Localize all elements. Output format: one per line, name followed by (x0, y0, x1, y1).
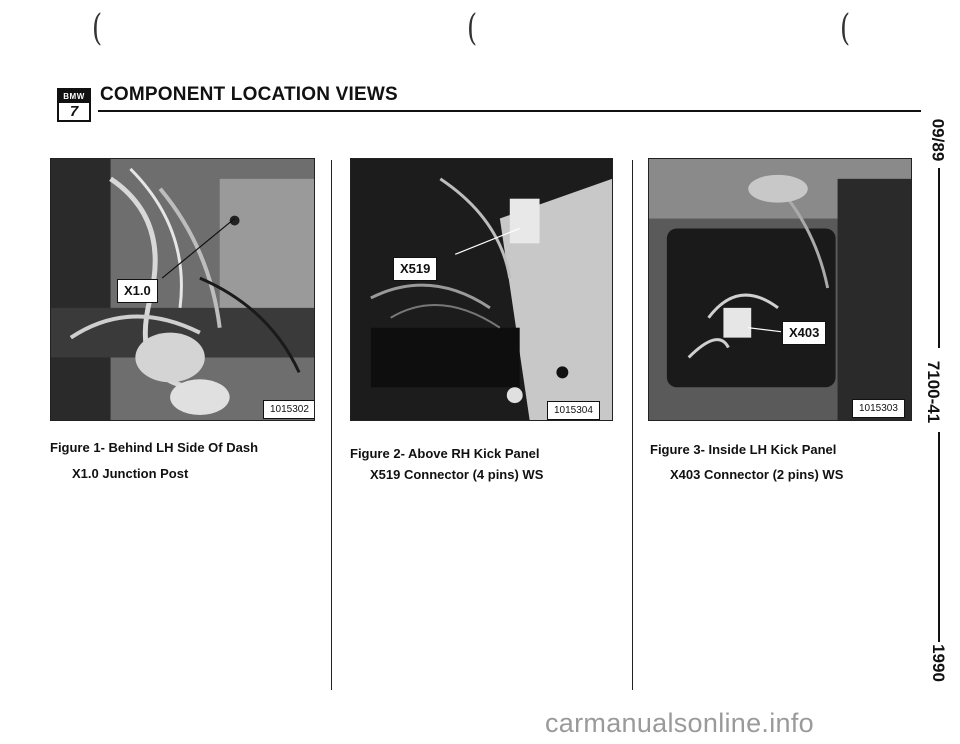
callout-label: X403 (782, 321, 826, 345)
title-rule (98, 110, 921, 112)
figure-3-photo-image (649, 159, 911, 420)
binder-hole-mark: ( (467, 8, 478, 50)
figure-2-photo-image (351, 159, 612, 420)
figure-1-item: X1.0 Junction Post (72, 466, 189, 481)
side-strip (918, 110, 958, 700)
bmw-7-logo (57, 88, 91, 122)
figure-2-photo (350, 158, 613, 421)
figure-3-photo (648, 158, 912, 421)
column-divider (331, 160, 332, 690)
callout-label: X519 (393, 257, 437, 281)
page-title: COMPONENT LOCATION VIEWS (100, 84, 398, 105)
column-divider (632, 160, 633, 690)
side-line (938, 432, 940, 642)
figure-3-item: X403 Connector (2 pins) WS (670, 467, 844, 482)
figure-1-photo-image (51, 159, 314, 420)
watermark: carmanualsonline.info (545, 708, 814, 738)
photo-number: 1015302 (263, 400, 315, 419)
photo-number: 1015304 (547, 401, 600, 420)
figure-1-photo (50, 158, 315, 421)
logo-model: 7 (69, 103, 79, 120)
side-date: 09/89 (928, 118, 948, 162)
side-line (938, 168, 940, 348)
figure-2-caption: Figure 2- Above RH Kick Panel (350, 446, 540, 461)
binder-hole-mark: ( (840, 8, 851, 50)
side-year: 1990 (928, 644, 948, 682)
figure-2-item: X519 Connector (4 pins) WS (370, 467, 544, 482)
logo-brand: BMW (59, 90, 89, 103)
side-page-number: 7100-41 (924, 360, 944, 424)
figure-1-caption: Figure 1- Behind LH Side Of Dash (50, 440, 259, 455)
photo-number: 1015303 (852, 399, 905, 418)
callout-label: X1.0 (117, 279, 158, 303)
figure-3-caption: Figure 3- Inside LH Kick Panel (650, 442, 837, 457)
binder-hole-mark: ( (92, 8, 103, 50)
